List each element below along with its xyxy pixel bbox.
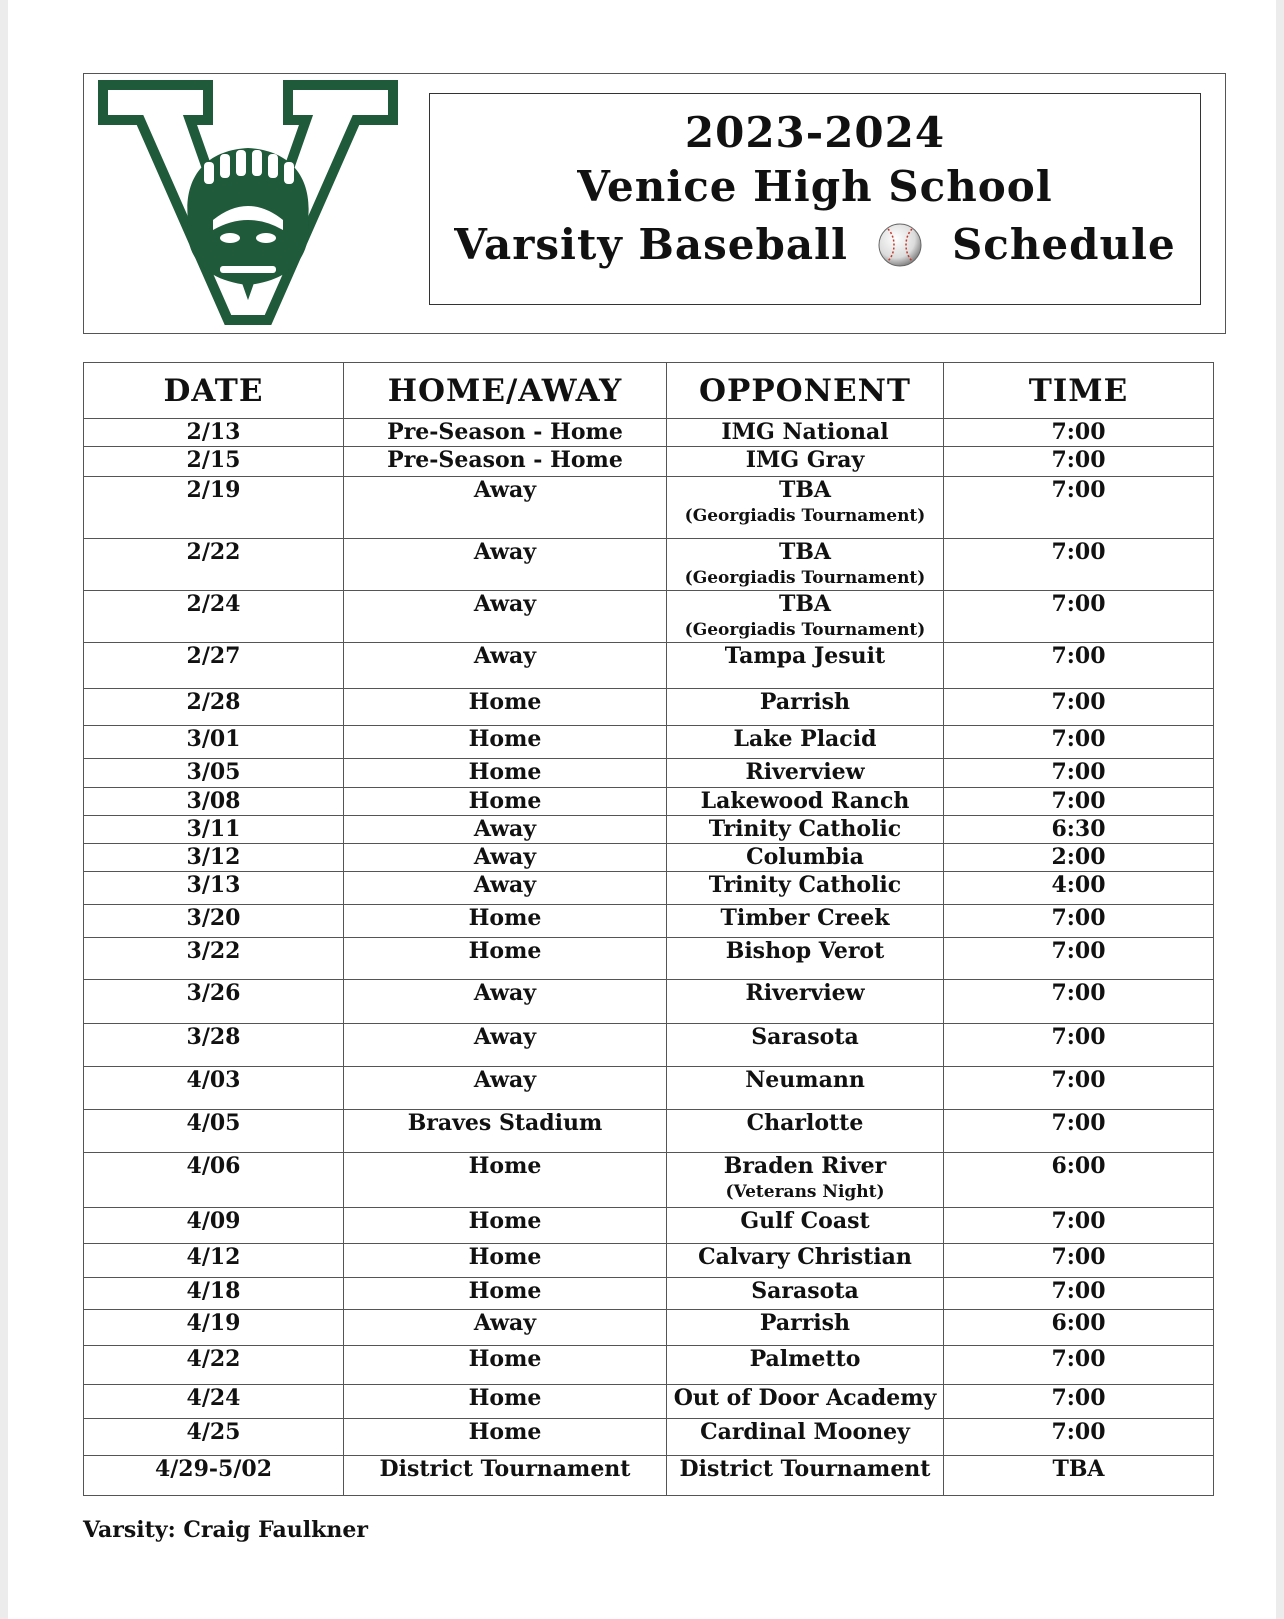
opponent-cell-text: Cardinal Mooney	[700, 1419, 910, 1445]
home-away-cell	[344, 938, 667, 980]
home-away-cell-text: Home	[468, 689, 542, 715]
opponent-cell-text: District Tournament	[679, 1456, 931, 1482]
date-cell	[84, 539, 344, 591]
home-away-cell-text: Home	[468, 759, 542, 785]
home-away-cell	[344, 1346, 667, 1385]
table-row	[84, 477, 1214, 539]
time-cell	[944, 816, 1214, 844]
date-cell-text: 2/24	[186, 591, 241, 617]
home-away-cell-text: Away	[473, 477, 537, 503]
home-away-cell-text: Home	[468, 1419, 542, 1445]
date-cell	[84, 1310, 344, 1346]
table-row	[84, 1244, 1214, 1278]
home-away-cell-text: District Tournament	[379, 1456, 631, 1482]
date-cell	[84, 1419, 344, 1456]
opponent-cell-text: IMG Gray	[745, 447, 865, 473]
date-cell	[84, 872, 344, 905]
time-cell-text: 7:00	[1051, 1278, 1106, 1304]
table-row	[84, 539, 1214, 591]
date-cell	[84, 1024, 344, 1067]
time-cell	[944, 1346, 1214, 1385]
date-cell-text: 3/12	[186, 844, 241, 870]
date-cell	[84, 1110, 344, 1153]
time-cell-text: 7:00	[1051, 1419, 1106, 1445]
home-away-cell-text: Home	[468, 1385, 542, 1411]
home-away-cell-text: Home	[468, 1278, 542, 1304]
time-cell-text: 7:00	[1051, 980, 1106, 1006]
date-cell	[84, 1456, 344, 1496]
date-cell	[84, 938, 344, 980]
date-cell-text: 4/06	[186, 1153, 241, 1179]
date-cell	[84, 689, 344, 726]
opponent-note: (Georgiadis Tournament)	[684, 568, 926, 588]
time-cell-text: 7:00	[1051, 905, 1106, 931]
table-header-row	[84, 363, 1214, 419]
date-cell-text: 3/22	[186, 938, 241, 964]
home-away-cell	[344, 1419, 667, 1456]
table-row	[84, 905, 1214, 938]
opponent-cell-text: Trinity Catholic	[708, 872, 902, 898]
time-cell-text: 7:00	[1051, 1244, 1106, 1270]
date-cell	[84, 1244, 344, 1278]
table-row	[84, 1024, 1214, 1067]
opponent-cell-text: Trinity Catholic	[708, 816, 902, 842]
column-header-opponent: OPPONENT	[667, 363, 944, 419]
time-cell-text: 7:00	[1051, 447, 1106, 473]
date-cell-text: 4/05	[186, 1110, 241, 1136]
date-cell-text: 2/27	[186, 643, 241, 669]
time-cell-text: 7:00	[1051, 419, 1106, 445]
table-row	[84, 1278, 1214, 1310]
table-row	[84, 1419, 1214, 1456]
table-row	[84, 726, 1214, 759]
date-cell	[84, 643, 344, 689]
opponent-cell-text: Braden River	[723, 1153, 887, 1179]
table-row	[84, 788, 1214, 816]
date-cell-text: 2/22	[186, 539, 241, 565]
home-away-cell-text: Away	[473, 980, 537, 1006]
home-away-cell-text: Pre-Season - Home	[387, 419, 623, 445]
table-row	[84, 1153, 1214, 1208]
opponent-cell-text: Columbia	[746, 844, 864, 870]
date-cell-text: 4/29-5/02	[154, 1456, 273, 1482]
home-away-cell	[344, 1310, 667, 1346]
opponent-cell	[667, 788, 944, 816]
date-cell-text: 3/05	[186, 759, 241, 785]
opponent-cell-text: TBA	[778, 591, 832, 617]
date-cell	[84, 591, 344, 643]
opponent-cell-text: Tampa Jesuit	[724, 643, 886, 669]
home-away-cell	[344, 539, 667, 591]
header-box	[83, 73, 1226, 334]
table-row	[84, 1208, 1214, 1244]
opponent-cell	[667, 591, 944, 643]
time-cell-text: 7:00	[1051, 591, 1106, 617]
table-row	[84, 872, 1214, 905]
time-cell	[944, 1278, 1214, 1310]
table-row	[84, 447, 1214, 477]
table-row	[84, 759, 1214, 788]
opponent-cell-text: Out of Door Academy	[673, 1385, 937, 1411]
table-row	[84, 980, 1214, 1024]
date-cell	[84, 726, 344, 759]
home-away-cell-text: Braves Stadium	[407, 1110, 603, 1136]
time-cell	[944, 980, 1214, 1024]
home-away-cell	[344, 788, 667, 816]
time-cell	[944, 539, 1214, 591]
time-cell	[944, 1110, 1214, 1153]
opponent-cell	[667, 689, 944, 726]
home-away-cell	[344, 419, 667, 447]
time-cell	[944, 1419, 1214, 1456]
time-cell-text: 7:00	[1051, 759, 1106, 785]
date-cell-text: 3/01	[186, 726, 241, 752]
opponent-cell	[667, 1310, 944, 1346]
time-cell	[944, 1310, 1214, 1346]
time-cell-text: 7:00	[1051, 643, 1106, 669]
time-cell	[944, 447, 1214, 477]
time-cell-text: 7:00	[1051, 1110, 1106, 1136]
time-cell-text: 7:00	[1051, 539, 1106, 565]
date-cell	[84, 980, 344, 1024]
opponent-cell-text: Palmetto	[749, 1346, 861, 1372]
opponent-cell-text: Riverview	[745, 980, 865, 1006]
home-away-cell-text: Away	[473, 539, 537, 565]
time-cell-text: 7:00	[1051, 726, 1106, 752]
date-cell-text: 2/15	[186, 447, 241, 473]
table-row	[84, 938, 1214, 980]
opponent-cell	[667, 726, 944, 759]
table-row	[84, 419, 1214, 447]
time-cell	[944, 1244, 1214, 1278]
home-away-cell	[344, 1024, 667, 1067]
home-away-cell-text: Home	[468, 938, 542, 964]
opponent-cell-text: Lakewood Ranch	[700, 788, 910, 814]
home-away-cell	[344, 905, 667, 938]
date-cell-text: 3/20	[186, 905, 241, 931]
home-away-cell-text: Home	[468, 1346, 542, 1372]
opponent-cell	[667, 477, 944, 539]
home-away-cell	[344, 1110, 667, 1153]
date-cell-text: 4/24	[186, 1385, 241, 1411]
home-away-cell-text: Home	[468, 726, 542, 752]
opponent-cell	[667, 1208, 944, 1244]
date-cell-text: 3/11	[186, 816, 241, 842]
home-away-cell	[344, 759, 667, 788]
time-cell	[944, 1456, 1214, 1496]
venice-v-logo	[98, 80, 400, 328]
time-cell	[944, 872, 1214, 905]
table-row	[84, 1067, 1214, 1110]
date-cell-text: 3/28	[186, 1024, 241, 1050]
date-cell	[84, 419, 344, 447]
date-cell	[84, 1385, 344, 1419]
date-cell-text: 4/12	[186, 1244, 241, 1270]
baseball-icon	[876, 221, 924, 269]
opponent-cell	[667, 938, 944, 980]
date-cell	[84, 1208, 344, 1244]
time-cell	[944, 591, 1214, 643]
home-away-cell-text: Away	[473, 1024, 537, 1050]
opponent-cell-text: Parrish	[759, 1310, 851, 1336]
time-cell-text: 7:00	[1051, 477, 1106, 503]
time-cell-text: 7:00	[1051, 938, 1106, 964]
home-away-cell-text: Home	[468, 788, 542, 814]
opponent-cell-text: Gulf Coast	[740, 1208, 870, 1234]
date-cell	[84, 1153, 344, 1208]
table-row	[84, 816, 1214, 844]
date-cell	[84, 905, 344, 938]
coach-footer: Varsity: Craig Faulkner	[83, 1517, 368, 1543]
opponent-cell	[667, 905, 944, 938]
date-cell-text: 4/18	[186, 1278, 241, 1304]
opponent-cell	[667, 980, 944, 1024]
opponent-cell-text: Timber Creek	[720, 905, 890, 931]
home-away-cell	[344, 689, 667, 726]
home-away-cell	[344, 477, 667, 539]
date-cell-text: 3/08	[186, 788, 241, 814]
time-cell	[944, 477, 1214, 539]
table-row	[84, 1456, 1214, 1496]
opponent-cell	[667, 872, 944, 905]
table-row	[84, 1310, 1214, 1346]
school-title: Venice High School	[577, 162, 1053, 211]
date-cell-text: 4/25	[186, 1419, 241, 1445]
home-away-cell-text: Away	[473, 1310, 537, 1336]
home-away-cell	[344, 1244, 667, 1278]
home-away-cell-text: Away	[473, 591, 537, 617]
table-row	[84, 1346, 1214, 1385]
time-cell-text: 7:00	[1051, 689, 1106, 715]
opponent-cell-text: Riverview	[745, 759, 865, 785]
opponent-cell-text: Parrish	[759, 689, 851, 715]
home-away-cell-text: Away	[473, 844, 537, 870]
opponent-cell	[667, 1419, 944, 1456]
home-away-cell-text: Home	[468, 1244, 542, 1270]
home-away-cell	[344, 1067, 667, 1110]
time-cell	[944, 788, 1214, 816]
date-cell	[84, 816, 344, 844]
date-cell-text: 3/26	[186, 980, 241, 1006]
home-away-cell	[344, 1153, 667, 1208]
date-cell	[84, 1346, 344, 1385]
opponent-cell	[667, 1346, 944, 1385]
opponent-cell	[667, 1244, 944, 1278]
opponent-cell	[667, 1024, 944, 1067]
home-away-cell-text: Home	[468, 905, 542, 931]
opponent-cell	[667, 844, 944, 872]
opponent-cell	[667, 816, 944, 844]
opponent-cell-text: Neumann	[745, 1067, 865, 1093]
home-away-cell-text: Away	[473, 643, 537, 669]
date-cell-text: 4/22	[186, 1346, 241, 1372]
opponent-cell	[667, 1456, 944, 1496]
home-away-cell-text: Away	[473, 1067, 537, 1093]
opponent-cell-text: Bishop Verot	[725, 938, 885, 964]
opponent-cell-text: Charlotte	[746, 1110, 864, 1136]
home-away-cell	[344, 591, 667, 643]
time-cell-text: 7:00	[1051, 1385, 1106, 1411]
home-away-cell-text: Pre-Season - Home	[387, 447, 623, 473]
schedule-title-left: Varsity Baseball	[454, 220, 848, 269]
page	[8, 0, 1276, 1619]
opponent-cell-text: Sarasota	[751, 1024, 859, 1050]
home-away-cell	[344, 872, 667, 905]
opponent-note: (Veterans Night)	[725, 1182, 885, 1202]
home-away-cell	[344, 1278, 667, 1310]
date-cell	[84, 844, 344, 872]
opponent-cell	[667, 1153, 944, 1208]
time-cell-text: 7:00	[1051, 788, 1106, 814]
home-away-cell-text: Home	[468, 1153, 542, 1179]
column-header-home-away: HOME/AWAY	[344, 363, 667, 419]
opponent-cell	[667, 1385, 944, 1419]
time-cell	[944, 844, 1214, 872]
table-row	[84, 643, 1214, 689]
opponent-cell	[667, 447, 944, 477]
date-cell	[84, 1067, 344, 1110]
time-cell	[944, 759, 1214, 788]
column-header-time: TIME	[944, 363, 1214, 419]
opponent-cell-text: TBA	[778, 539, 832, 565]
time-cell	[944, 643, 1214, 689]
date-cell	[84, 477, 344, 539]
opponent-cell	[667, 643, 944, 689]
date-cell-text: 2/19	[186, 477, 241, 503]
opponent-cell-text: Calvary Christian	[698, 1244, 912, 1270]
time-cell	[944, 1385, 1214, 1419]
time-cell-text: 7:00	[1051, 1024, 1106, 1050]
opponent-cell	[667, 539, 944, 591]
home-away-cell-text: Away	[473, 816, 537, 842]
opponent-note: (Georgiadis Tournament)	[684, 506, 926, 526]
home-away-cell	[344, 816, 667, 844]
time-cell	[944, 1024, 1214, 1067]
title-box	[429, 93, 1201, 305]
home-away-cell	[344, 447, 667, 477]
time-cell-text: 7:00	[1051, 1346, 1106, 1372]
table-row	[84, 1110, 1214, 1153]
time-cell-text: TBA	[1052, 1456, 1105, 1482]
date-cell	[84, 759, 344, 788]
date-cell-text: 4/19	[186, 1310, 241, 1336]
home-away-cell-text: Away	[473, 872, 537, 898]
time-cell-text: 4:00	[1051, 872, 1106, 898]
date-cell	[84, 447, 344, 477]
opponent-cell-text: Lake Placid	[733, 726, 877, 752]
date-cell-text: 4/03	[186, 1067, 241, 1093]
home-away-cell	[344, 1456, 667, 1496]
opponent-cell	[667, 1278, 944, 1310]
table-row	[84, 844, 1214, 872]
opponent-cell-text: Sarasota	[751, 1278, 859, 1304]
date-cell-text: 2/13	[186, 419, 241, 445]
time-cell-text: 7:00	[1051, 1208, 1106, 1234]
schedule-body	[84, 419, 1214, 1496]
opponent-cell-text: IMG National	[721, 419, 889, 445]
opponent-cell	[667, 1067, 944, 1110]
time-cell	[944, 1208, 1214, 1244]
time-cell-text: 6:00	[1051, 1310, 1106, 1336]
opponent-cell-text: TBA	[778, 477, 832, 503]
home-away-cell	[344, 980, 667, 1024]
time-cell-text: 6:00	[1051, 1153, 1106, 1179]
season-title: 2023-2024	[684, 108, 946, 157]
opponent-note: (Georgiadis Tournament)	[684, 620, 926, 640]
date-cell-text: 4/09	[186, 1208, 241, 1234]
time-cell	[944, 689, 1214, 726]
date-cell	[84, 1278, 344, 1310]
opponent-cell	[667, 1110, 944, 1153]
time-cell	[944, 419, 1214, 447]
home-away-cell	[344, 1385, 667, 1419]
table-row	[84, 591, 1214, 643]
column-header-date: DATE	[84, 363, 344, 419]
home-away-cell	[344, 643, 667, 689]
time-cell	[944, 1067, 1214, 1110]
schedule-title	[430, 218, 1200, 272]
home-away-cell-text: Home	[468, 1208, 542, 1234]
time-cell	[944, 726, 1214, 759]
schedule-title-right: Schedule	[951, 220, 1176, 269]
time-cell-text: 2:00	[1051, 844, 1106, 870]
time-cell-text: 6:30	[1051, 816, 1106, 842]
opponent-cell	[667, 419, 944, 447]
date-cell-text: 3/13	[186, 872, 241, 898]
schedule-table	[83, 362, 1214, 1496]
table-row	[84, 689, 1214, 726]
time-cell	[944, 905, 1214, 938]
date-cell	[84, 788, 344, 816]
time-cell	[944, 1153, 1214, 1208]
opponent-cell	[667, 759, 944, 788]
home-away-cell	[344, 726, 667, 759]
home-away-cell	[344, 844, 667, 872]
home-away-cell	[344, 1208, 667, 1244]
time-cell	[944, 938, 1214, 980]
table-row	[84, 1385, 1214, 1419]
time-cell-text: 7:00	[1051, 1067, 1106, 1093]
date-cell-text: 2/28	[186, 689, 241, 715]
